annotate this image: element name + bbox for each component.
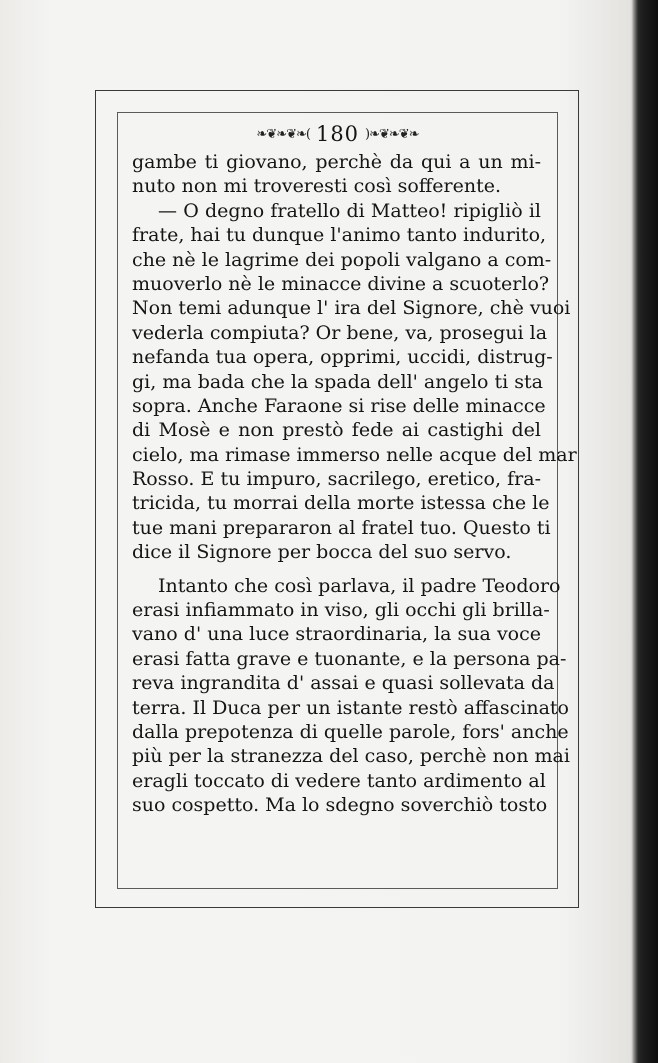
text-line: nuto non mi troveresti così sofferente. bbox=[132, 175, 501, 198]
text-line: gambe ti giovano, perchè da qui a un mi- bbox=[132, 151, 541, 173]
text-line: nefanda tua opera, opprimi, uccidi, distrug- bbox=[132, 346, 553, 369]
text-line: vederla compiuta? Or bene, va, prosegui la bbox=[132, 321, 548, 344]
text-line: — O degno fratello di Matteo! ripigliò il bbox=[158, 199, 541, 222]
text-line: terra. Il Duca per un istante restò affascinato bbox=[132, 696, 569, 719]
text-line: dice il Signore per bocca del suo servo. bbox=[132, 541, 512, 564]
left-ornament: ❧❦❧❦❧( bbox=[256, 127, 310, 142]
text-line: di Mosè e non prestò fede ai castighi del bbox=[132, 419, 541, 442]
text-line: Intanto che così parlava, il padre Teodoro bbox=[158, 574, 561, 597]
text-line: dalla prepotenza di quelle parole, fors' anche bbox=[132, 720, 569, 743]
book-spine-shadow bbox=[630, 0, 658, 1063]
text-line: eragli toccato di vedere tanto ardimento al bbox=[132, 769, 546, 792]
text-line: erasi infiammato in viso, gli occhi gli brilla- bbox=[132, 599, 550, 622]
page-number: 180 bbox=[315, 122, 360, 146]
text-line: reva ingrandita d' assai e quasi sollevata da bbox=[132, 672, 555, 695]
text-line: Rosso. E tu impuro, sacrilego, eretico, fra- bbox=[132, 468, 541, 491]
text-line: frate, hai tu dunque l'animo tanto indurito, bbox=[132, 224, 547, 247]
text-line: muoverlo nè le minacce divine a scuoterlo? bbox=[132, 272, 550, 295]
text-line: tricida, tu morrai della morte istessa che le bbox=[132, 492, 550, 515]
text-line: suo cospetto. Ma lo sdegno soverchiò tosto bbox=[132, 794, 548, 817]
text-line: sopra. Anche Faraone si rise delle minacce bbox=[132, 394, 546, 417]
text-line: vano d' una luce straordinaria, la sua voce bbox=[132, 623, 541, 646]
right-ornament: )❧❦❧❦❧ bbox=[365, 127, 419, 142]
text-line: cielo, ma rimase immerso nelle acque del mar bbox=[132, 443, 577, 466]
text-line: che nè le lagrime dei popoli valgano a com- bbox=[132, 248, 552, 271]
paragraph-gap bbox=[132, 565, 541, 574]
text-line: gi, ma bada che la spada dell' angelo ti sta bbox=[132, 370, 543, 393]
body-text bbox=[132, 150, 577, 818]
text-line: erasi fatta grave e tuonante, e la persona pa- bbox=[132, 647, 567, 670]
text-line: tue mani prepararon al fratel tuo. Questo ti bbox=[132, 516, 551, 539]
page-header bbox=[117, 122, 558, 146]
text-line: più per la stranezza del caso, perchè non mai bbox=[132, 745, 570, 768]
text-line: Non temi adunque l' ira del Signore, chè vuoi bbox=[132, 297, 571, 320]
